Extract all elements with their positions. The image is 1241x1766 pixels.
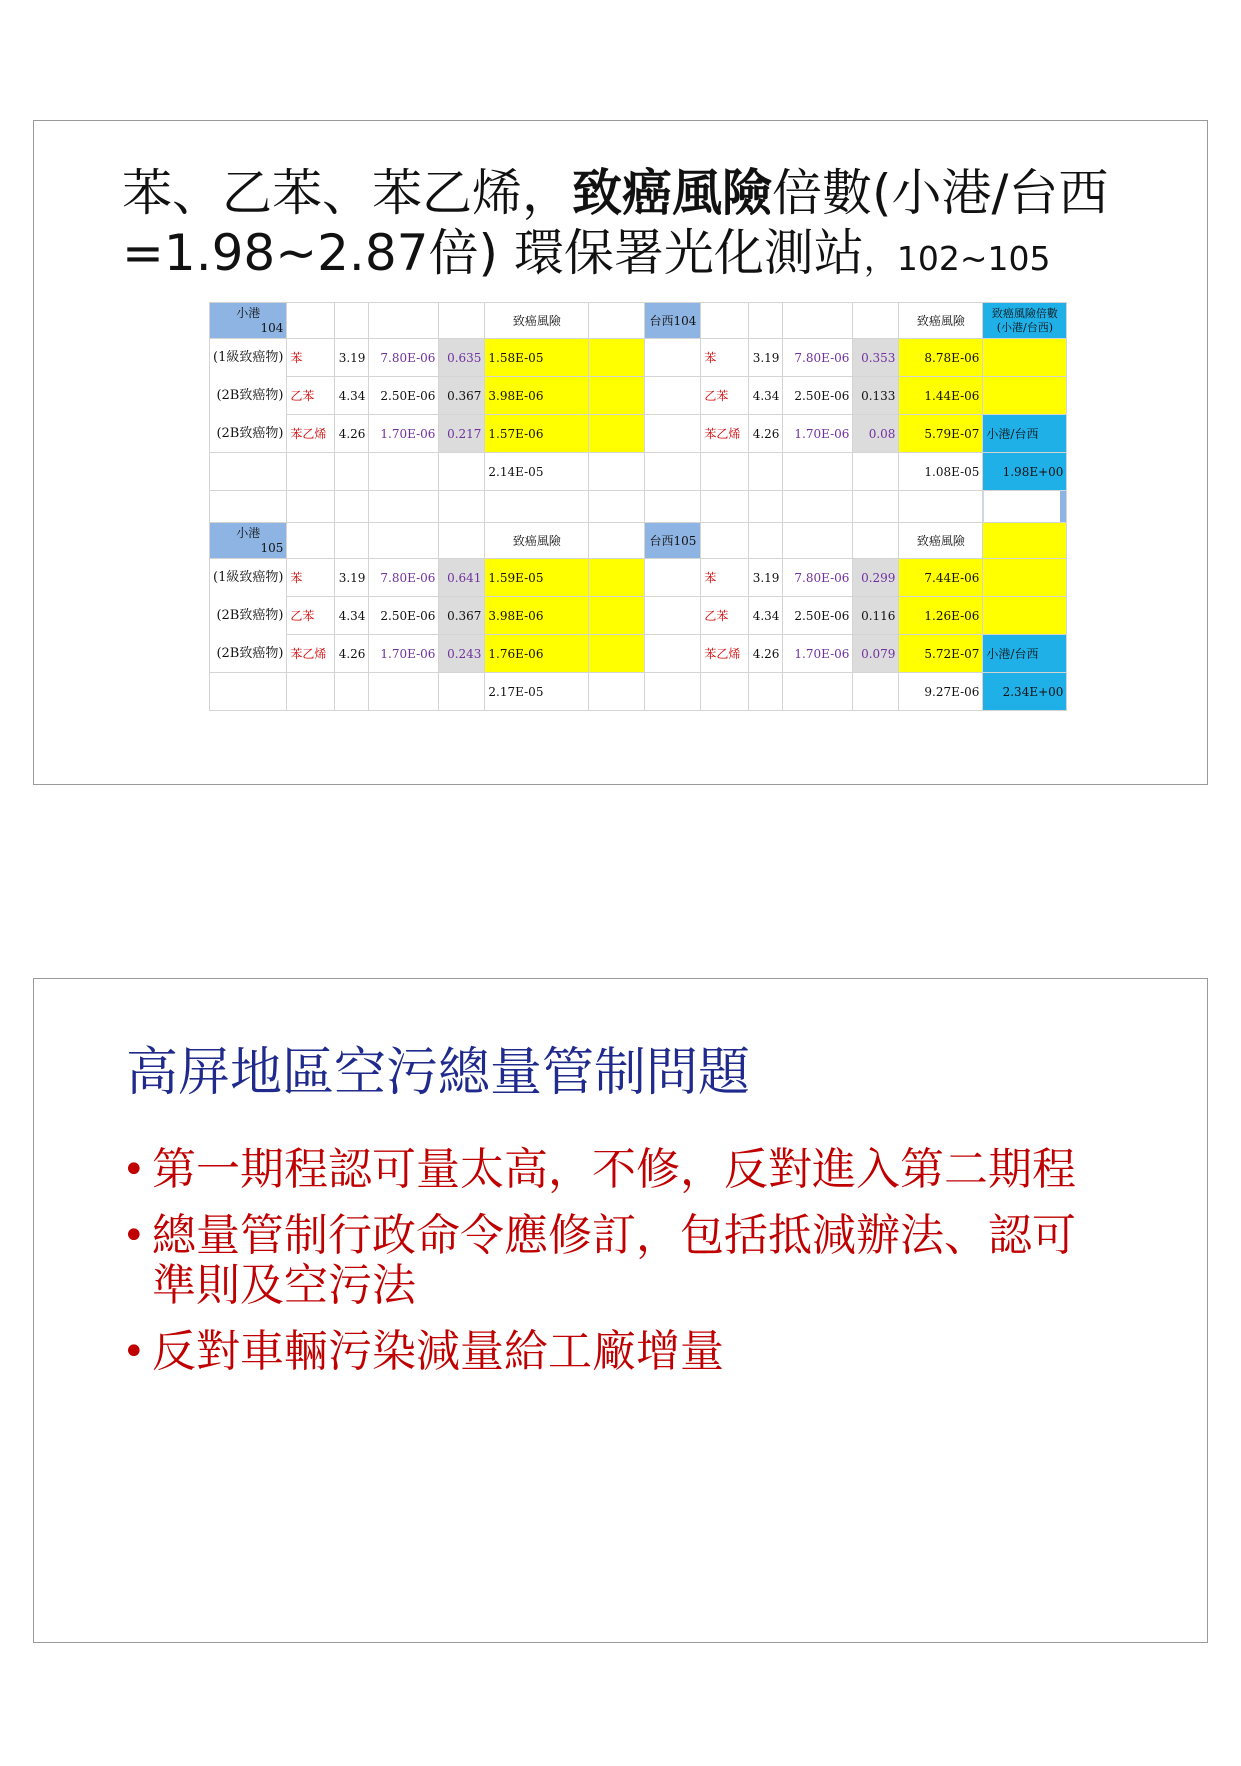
station-left-cell	[210, 523, 287, 559]
bullet-item-1	[116, 1145, 1116, 1195]
value-a: 3.19	[335, 339, 369, 377]
compound-name: 乙苯	[287, 377, 335, 415]
risk-value: 5.79E-07	[899, 415, 983, 453]
empty-cell	[645, 491, 701, 523]
compound-name: 苯	[701, 559, 749, 597]
empty-cell	[369, 523, 439, 559]
value-a: 3.19	[335, 559, 369, 597]
risk-value: 7.44E-06	[899, 559, 983, 597]
value-c: 0.133	[853, 377, 899, 415]
bullet-item-2	[116, 1211, 1116, 1311]
empty-cell	[589, 453, 645, 491]
empty-cell	[287, 673, 335, 711]
empty-cell	[645, 453, 701, 491]
risk-value: 1.26E-06	[899, 597, 983, 635]
bullet-text-3: 反對車輛污染減量給工廠增量	[152, 1326, 724, 1377]
empty-cell	[645, 559, 701, 597]
empty-cell	[335, 303, 369, 339]
value-a: 4.26	[749, 415, 783, 453]
empty-cell	[287, 303, 335, 339]
empty-cell	[589, 415, 645, 453]
risk-value: 3.98E-06	[485, 377, 589, 415]
empty-cell	[645, 377, 701, 415]
empty-cell	[899, 491, 983, 523]
table-row	[210, 339, 1067, 377]
value-a: 4.34	[749, 597, 783, 635]
value-b: 2.50E-06	[783, 377, 853, 415]
empty-cell	[853, 491, 899, 523]
risk-header: 致癌風險	[485, 523, 589, 559]
empty-cell	[369, 453, 439, 491]
empty-cell	[439, 523, 485, 559]
value-a: 4.26	[749, 635, 783, 673]
value-b: 2.50E-06	[783, 597, 853, 635]
station-year: 104	[260, 320, 284, 335]
value-b: 7.80E-06	[369, 559, 439, 597]
empty-cell	[485, 491, 589, 523]
empty-cell	[783, 491, 853, 523]
value-b: 7.80E-06	[369, 339, 439, 377]
bullet-list	[116, 1145, 1116, 1393]
compound-name: 苯乙烯	[701, 415, 749, 453]
bullet-text-2: 總量管制行政命令應修訂，包括抵減辦法、認可準則及空污法	[152, 1210, 1076, 1311]
compound-name: 乙苯	[701, 597, 749, 635]
value-b: 1.70E-06	[369, 415, 439, 453]
empty-cell	[589, 559, 645, 597]
empty-cell	[783, 303, 853, 339]
category-label: (1級致癌物)	[210, 559, 287, 597]
bullet-dot: •	[122, 1147, 146, 1193]
table-total-row	[210, 453, 1067, 491]
risk-value: 1.76E-06	[485, 635, 589, 673]
risk-value: 5.72E-07	[899, 635, 983, 673]
empty-cell	[853, 303, 899, 339]
risk-value: 1.58E-05	[485, 339, 589, 377]
risk-table	[209, 302, 1067, 711]
empty-cell	[783, 673, 853, 711]
empty-cell	[335, 523, 369, 559]
value-a: 4.26	[335, 635, 369, 673]
empty-cell	[589, 523, 645, 559]
value-a: 3.19	[749, 339, 783, 377]
risk-value: 8.78E-06	[899, 339, 983, 377]
ratio-label: 小港/台西	[983, 415, 1067, 453]
empty-cell	[749, 303, 783, 339]
table-header-row	[210, 523, 1067, 559]
compound-name: 苯乙烯	[287, 415, 335, 453]
empty-cell	[439, 453, 485, 491]
right-total: 1.08E-05	[899, 453, 983, 491]
empty-cell	[369, 673, 439, 711]
category-label: (2B致癌物)	[210, 635, 287, 673]
station-name: 小港	[236, 305, 261, 320]
title-bold: 致癌風險	[572, 164, 772, 222]
ratio-header: 致癌風險倍數(小港/台西)	[983, 303, 1067, 339]
empty-cell	[645, 635, 701, 673]
empty-cell	[983, 339, 1067, 377]
empty-cell	[589, 339, 645, 377]
value-c: 0.641	[439, 559, 485, 597]
value-b: 2.50E-06	[369, 597, 439, 635]
value-c: 0.243	[439, 635, 485, 673]
empty-cell	[287, 491, 335, 523]
compound-name: 苯乙烯	[287, 635, 335, 673]
slide2-title: 高屏地區空污總量管制問題	[126, 1043, 751, 1103]
empty-cell	[210, 673, 287, 711]
empty-cell	[210, 453, 287, 491]
bullet-dot: •	[122, 1213, 146, 1259]
empty-cell	[749, 673, 783, 711]
empty-cell	[210, 491, 287, 523]
risk-header: 致癌風險	[485, 303, 589, 339]
risk-value: 1.44E-06	[899, 377, 983, 415]
value-b: 1.70E-06	[783, 635, 853, 673]
empty-cell	[335, 491, 369, 523]
bullet-text-1: 第一期程認可量太高，不修，反對進入第二期程	[152, 1144, 1076, 1195]
empty-cell	[645, 339, 701, 377]
empty-cell	[749, 523, 783, 559]
compound-name: 乙苯	[701, 377, 749, 415]
risk-table-image	[209, 302, 1067, 711]
table-row	[210, 597, 1067, 635]
ratio-value: 1.98E+00	[983, 453, 1067, 491]
value-c: 0.635	[439, 339, 485, 377]
left-total: 2.17E-05	[485, 673, 589, 711]
empty-cell	[853, 453, 899, 491]
empty-cell	[701, 491, 749, 523]
value-b: 7.80E-06	[783, 559, 853, 597]
table-row	[210, 415, 1067, 453]
empty-cell	[287, 453, 335, 491]
title-range: 102~105	[896, 239, 1051, 278]
category-label: (2B致癌物)	[210, 415, 287, 453]
empty-cell	[439, 491, 485, 523]
station-left-cell	[210, 303, 287, 339]
compound-name: 乙苯	[287, 597, 335, 635]
table-total-row	[210, 673, 1067, 711]
empty-cell	[783, 523, 853, 559]
empty-cell	[589, 303, 645, 339]
empty-cell	[589, 597, 645, 635]
empty-cell	[287, 523, 335, 559]
value-a: 4.34	[335, 597, 369, 635]
empty-cell	[589, 635, 645, 673]
slide-total-control	[33, 978, 1208, 1643]
left-total: 2.14E-05	[485, 453, 589, 491]
ratio-value: 2.34E+00	[983, 673, 1067, 711]
value-c: 0.299	[853, 559, 899, 597]
slide1-title	[122, 163, 1162, 289]
empty-cell	[589, 377, 645, 415]
station-year: 105	[260, 540, 284, 555]
risk-value: 1.57E-06	[485, 415, 589, 453]
bullet-dot: •	[122, 1329, 146, 1375]
empty-cell	[983, 559, 1067, 597]
value-b: 7.80E-06	[783, 339, 853, 377]
empty-cell	[701, 453, 749, 491]
ratio-label: 小港/台西	[983, 635, 1067, 673]
table-row	[210, 377, 1067, 415]
risk-value: 1.59E-05	[485, 559, 589, 597]
empty-cell	[749, 453, 783, 491]
value-c: 0.08	[853, 415, 899, 453]
empty-cell	[369, 303, 439, 339]
empty-cell	[589, 491, 645, 523]
value-c: 0.116	[853, 597, 899, 635]
empty-cell	[983, 491, 1067, 523]
empty-cell	[645, 673, 701, 711]
empty-cell	[853, 673, 899, 711]
value-c: 0.079	[853, 635, 899, 673]
value-a: 4.26	[335, 415, 369, 453]
empty-cell	[701, 673, 749, 711]
compound-name: 苯	[287, 559, 335, 597]
table-gap-row	[210, 491, 1067, 523]
table-header-row	[210, 303, 1067, 339]
empty-cell	[853, 523, 899, 559]
empty-cell	[439, 673, 485, 711]
empty-cell	[645, 597, 701, 635]
table-row	[210, 635, 1067, 673]
value-b: 2.50E-06	[369, 377, 439, 415]
station-right-cell: 台西105	[645, 523, 701, 559]
risk-header: 致癌風險	[899, 303, 983, 339]
empty-cell	[335, 673, 369, 711]
empty-cell	[589, 673, 645, 711]
compound-name: 苯乙烯	[701, 635, 749, 673]
station-name: 小港	[236, 525, 261, 540]
empty-cell	[701, 303, 749, 339]
bullet-item-3	[116, 1327, 1116, 1377]
value-c: 0.367	[439, 597, 485, 635]
value-c: 0.353	[853, 339, 899, 377]
empty-cell	[439, 303, 485, 339]
empty-cell	[749, 491, 783, 523]
empty-cell	[335, 453, 369, 491]
value-a: 4.34	[749, 377, 783, 415]
value-b: 1.70E-06	[783, 415, 853, 453]
compound-name: 苯	[701, 339, 749, 377]
empty-cell	[983, 377, 1067, 415]
category-label: (2B致癌物)	[210, 597, 287, 635]
table-row	[210, 559, 1067, 597]
empty-cell	[983, 523, 1067, 559]
empty-cell	[983, 597, 1067, 635]
category-label: (1級致癌物)	[210, 339, 287, 377]
title-comma: ，	[863, 239, 897, 278]
risk-value: 3.98E-06	[485, 597, 589, 635]
empty-cell	[645, 415, 701, 453]
empty-cell	[369, 491, 439, 523]
compound-name: 苯	[287, 339, 335, 377]
empty-cell	[701, 523, 749, 559]
right-total: 9.27E-06	[899, 673, 983, 711]
value-c: 0.217	[439, 415, 485, 453]
value-a: 3.19	[749, 559, 783, 597]
value-c: 0.367	[439, 377, 485, 415]
value-a: 4.34	[335, 377, 369, 415]
empty-cell	[783, 453, 853, 491]
title-part2: 倍數(小港/台西=1.98~2.87倍) 環保署光化測站	[122, 164, 1109, 282]
title-part1: 苯、乙苯、苯乙烯，	[122, 164, 572, 222]
station-right-cell: 台西104	[645, 303, 701, 339]
value-b: 1.70E-06	[369, 635, 439, 673]
category-label: (2B致癌物)	[210, 377, 287, 415]
slide-benzene-risk	[33, 120, 1208, 785]
risk-header: 致癌風險	[899, 523, 983, 559]
